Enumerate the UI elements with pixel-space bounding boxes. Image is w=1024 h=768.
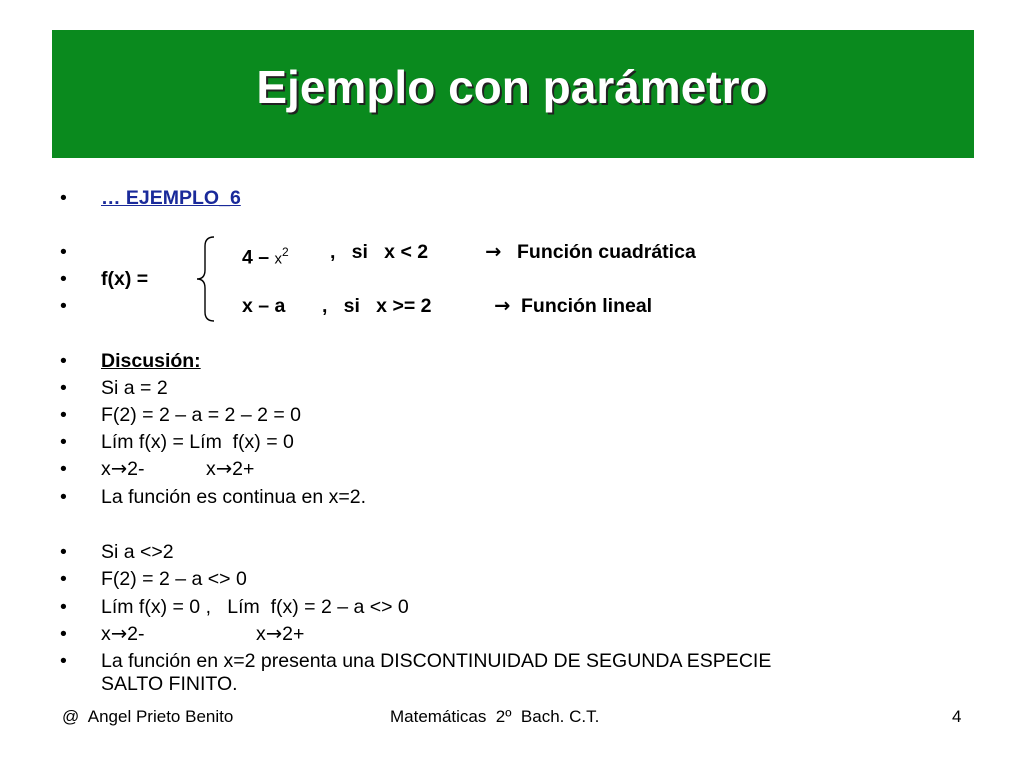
row2-condition: , si x >= 2 bbox=[322, 295, 432, 317]
case1-conclusion: La función es continua en x=2. bbox=[101, 486, 367, 508]
case1-line: Lím f(x) = Lím f(x) = 0 bbox=[101, 431, 294, 453]
slide-title: Ejemplo con parámetro bbox=[256, 61, 768, 113]
bullet: • bbox=[60, 350, 67, 372]
fx-label: f(x) = bbox=[101, 268, 149, 290]
row1-condition: , si x < 2 bbox=[330, 241, 429, 263]
example-link[interactable]: … EJEMPLO_6 bbox=[101, 187, 241, 209]
bullet: • bbox=[60, 458, 67, 480]
discussion-heading: Discusión: bbox=[101, 350, 201, 372]
case2-line: F(2) = 2 – a <> 0 bbox=[101, 568, 247, 590]
left-limit: x→2- bbox=[101, 622, 145, 645]
bullet: • bbox=[60, 650, 67, 672]
arrow-icon: → bbox=[494, 294, 511, 317]
bullet: • bbox=[60, 431, 67, 453]
bullet: • bbox=[60, 268, 67, 290]
case1-line: Si a = 2 bbox=[101, 377, 168, 399]
footer-page-number: 4 bbox=[952, 707, 962, 726]
right-limit: x→2+ bbox=[206, 457, 255, 480]
bullet: • bbox=[60, 404, 67, 426]
bullet: • bbox=[60, 486, 67, 508]
arrow-icon: → bbox=[215, 457, 233, 480]
arrow-icon: → bbox=[110, 457, 128, 480]
bullet: • bbox=[60, 596, 67, 618]
case2-conclusion-line1: La función en x=2 presenta una DISCONTINUIDAD DE SEGUNDA ESPECIE bbox=[101, 650, 772, 672]
case2-line: Si a <>2 bbox=[101, 541, 174, 563]
right-limit: x→2+ bbox=[256, 622, 305, 645]
left-brace-icon bbox=[196, 236, 216, 322]
bullet: • bbox=[60, 187, 67, 209]
bullet: • bbox=[60, 377, 67, 399]
row2-lhs: x – a bbox=[242, 295, 286, 317]
footer-course: Matemáticas 2º Bach. C.T. bbox=[390, 707, 600, 726]
bullet: • bbox=[60, 541, 67, 563]
footer-author: @ Angel Prieto Benito bbox=[62, 707, 234, 726]
bullet: • bbox=[60, 568, 67, 590]
case2-conclusion-line2: SALTO FINITO. bbox=[101, 673, 238, 695]
case2-line: Lím f(x) = 0 , Lím f(x) = 2 – a <> 0 bbox=[101, 596, 409, 618]
row2-type: Función lineal bbox=[521, 295, 653, 317]
arrow-icon: → bbox=[265, 622, 283, 645]
case1-line: F(2) = 2 – a = 2 – 2 = 0 bbox=[101, 404, 301, 426]
row1-type: Función cuadrática bbox=[517, 241, 696, 263]
bullet: • bbox=[60, 241, 67, 263]
row1-lhs: $4 - x^2$ bbox=[242, 245, 289, 269]
left-limit: x→2- bbox=[101, 457, 145, 480]
arrow-icon: → bbox=[110, 622, 128, 645]
bullet: • bbox=[60, 295, 67, 317]
bullet: • bbox=[60, 623, 67, 645]
arrow-icon: → bbox=[485, 240, 502, 263]
